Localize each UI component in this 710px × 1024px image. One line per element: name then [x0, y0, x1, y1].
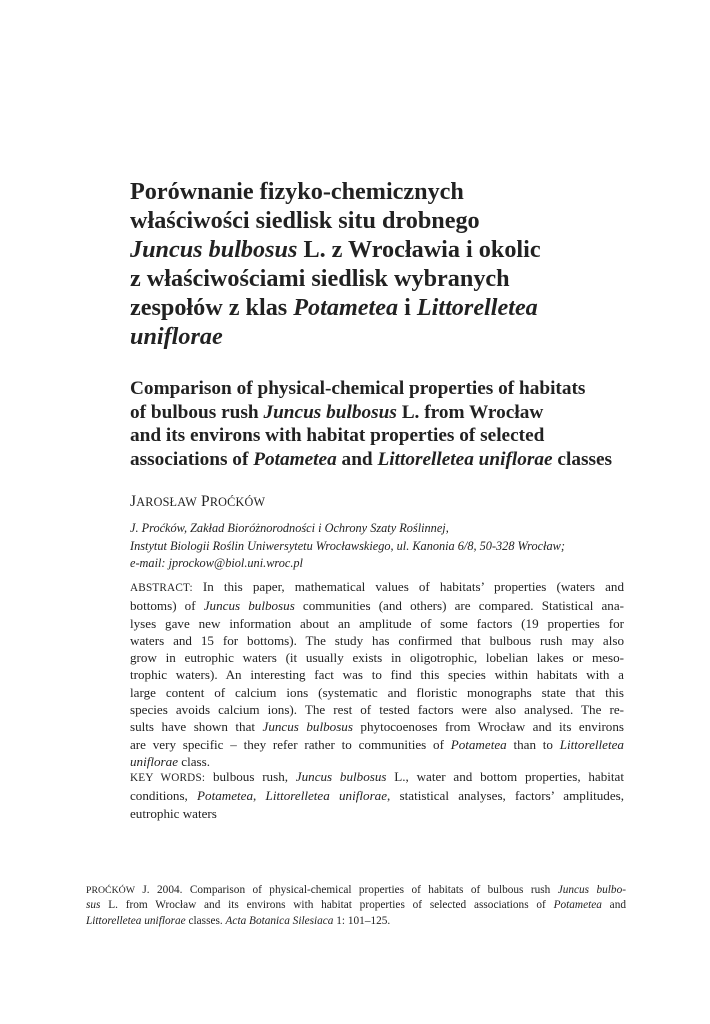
class-name: Littorelletea uniflorae: [377, 448, 553, 470]
keywords: KEY WORDS: bulbous rush, Juncus bulbosus L., water and bottom properties, habitat conditions, Potametea, Littorelletea uniflorae, statistical analyses, factors’ amplitudes, eutrophic waters: [130, 769, 625, 821]
class-name: Potametea: [253, 448, 337, 470]
title-en-line: Comparison of physical-chemical properties of habitats: [130, 378, 586, 399]
title-pl-line: Porównanie fizyko-chemicznych: [130, 178, 464, 205]
class-name: Littorelletea: [416, 294, 538, 321]
species-name: Juncus bulbosus: [263, 401, 397, 423]
email-address: e-mail: jprockow@biol.uni.wroc.pl: [130, 556, 303, 570]
title-pl-line: z właściwościami siedlisk wybranych: [130, 265, 510, 292]
abstract: ABSTRACT: In this paper, mathematical values of habitats’ properties (waters and bottoms) of Juncus bulbosus communities (and others) are compared. Statistical ana- lyses gave new information about an amplitude of some factors (19 properties for waters and 15 for bottoms). The study has confirmed that bulbous rush may also grow in eutrophic waters (it usually exists in oligotrophic, lobelian lakes or meso- trophic waters). An interesting fact was to find this species within habitats with a large content of calcium ions (systematic and floristic monographs state that this species avoids calcium ions). The rest of tested factors were also analysed. The re- sults have shown that Juncus bulbosus phytocoenoses from Wrocław and its environs are very specific – they refer rather to communities of Potametea than to Littorelletea uniflorae class.: [130, 579, 625, 769]
title-en-line: and its environs with habitat properties of selected: [130, 425, 545, 446]
title-pl-line: właściwości siedlisk situ drobnego: [130, 207, 480, 234]
title-pl-line: uniflorae: [130, 323, 223, 350]
journal-name: Acta Botanica Silesiaca: [225, 914, 334, 927]
title-pl-line: Juncus bulbosus L. z Wrocławia i okolic: [130, 236, 541, 263]
title-en-line: of bulbous rush Juncus bulbosus L. from Wrocław: [130, 401, 544, 423]
class-name: Potametea: [293, 294, 399, 321]
abstract-label: ABSTRACT:: [130, 582, 193, 594]
title-english: [130, 377, 650, 471]
species-name: Juncus bulbosus: [130, 236, 298, 263]
author-name: JAROSŁAW PROĆKÓW: [130, 493, 266, 510]
keywords-label: KEY WORDS:: [130, 772, 206, 784]
title-polish: [130, 177, 600, 351]
title-en-line: associations of Potametea and Littorelletea uniflorae classes: [130, 448, 613, 470]
citation: PROĆKÓW J. 2004. Comparison of physical-chemical properties of habitats of bulbous rush Juncus bulbo- sus L. from Wrocław and its environs with habitat properties of selected associations of Potametea and Littorelletea uniflorae classes. Acta Botanica Silesiaca 1: 101–125.: [86, 884, 626, 927]
author-affiliation: J. Proćków, Zakład Bioróżnorodności i Ochrony Szaty Roślinnej, Instytut Biologii Roślin Uniwersytetu Wrocławskiego, ul. Kanonia 6/8, 50-328 Wrocław; e-mail: jprockow@biol.uni.wroc.pl: [130, 520, 630, 573]
title-pl-line: zespołów z klas Potametea i Littorelletea: [130, 294, 538, 321]
